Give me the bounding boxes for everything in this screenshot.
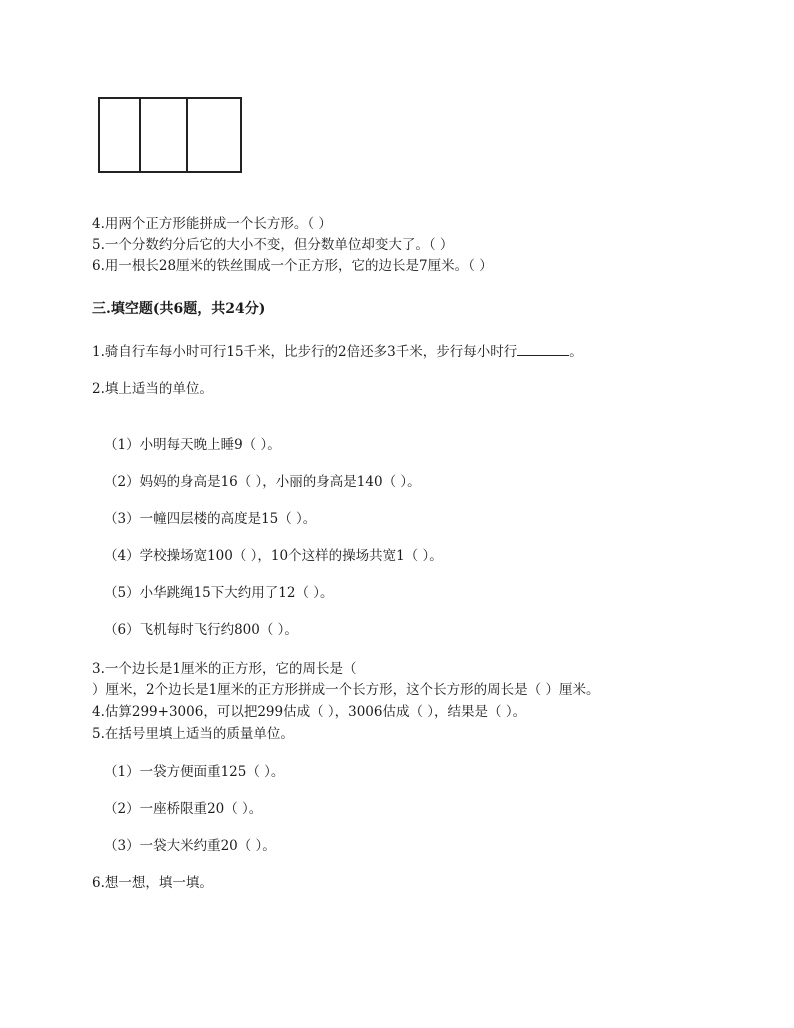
- q2-item-1: （1）小明每天晚上睡9（ ）。: [104, 437, 281, 453]
- q5-title: 5.在括号里填上适当的质量单位。: [92, 726, 294, 742]
- q2-item-5: （5）小华跳绳15下大约用了12（ ）。: [104, 585, 334, 601]
- q2-title: 2.填上适当的单位。: [92, 381, 213, 397]
- judge-item-5: 5.一个分数约分后它的大小不变，但分数单位却变大了。（ ）: [92, 237, 454, 253]
- section-title: 三.填空题(共6题，共24分): [92, 301, 266, 317]
- judge-item-4: 4.用两个正方形能拼成一个长方形。（ ）: [92, 216, 332, 232]
- q1-text: [92, 343, 583, 360]
- q5-item-3: （3）一袋大米约重20（ ）。: [104, 838, 276, 854]
- q2-item-6: （6）飞机每时飞行约800（ ）。: [104, 622, 298, 638]
- q5-item-1: （1）一袋方便面重125（ ）。: [104, 764, 285, 780]
- figure-divider-2: [186, 99, 188, 171]
- q3-line-1: 3.一个边长是1厘米的正方形，它的周长是（: [92, 661, 357, 677]
- q6-text: 6.想一想，填一填。: [92, 875, 213, 891]
- judge-item-6: 6.用一根长28厘米的铁丝围成一个正方形，它的边长是7厘米。（ ）: [92, 258, 493, 274]
- q2-item-4: （4）学校操场宽100（ ），10个这样的操场共宽1（ ）。: [104, 548, 443, 564]
- q1-answer-blank[interactable]: [517, 343, 569, 356]
- three-part-rectangle-figure: [98, 97, 242, 173]
- q3-line-2: ）厘米，2个边长是1厘米的正方形拼成一个长方形，这个长方形的周长是（ ）厘米。: [92, 682, 600, 698]
- q4-text: 4.估算299+3006，可以把299估成（ ），3006估成（ ），结果是（ ）。: [92, 704, 527, 720]
- q2-item-3: （3）一幢四层楼的高度是15（ ）。: [104, 511, 317, 527]
- q2-item-2: （2）妈妈的身高是16（ ），小丽的身高是140（ ）。: [104, 474, 421, 490]
- q1-question: 1.骑自行车每小时可行15千米，比步行的2倍还多3千米，步行每小时行: [92, 344, 518, 360]
- q1-end: 。: [569, 344, 583, 360]
- q5-item-2: （2）一座桥限重20（ ）。: [104, 801, 263, 817]
- figure-divider-1: [139, 99, 141, 171]
